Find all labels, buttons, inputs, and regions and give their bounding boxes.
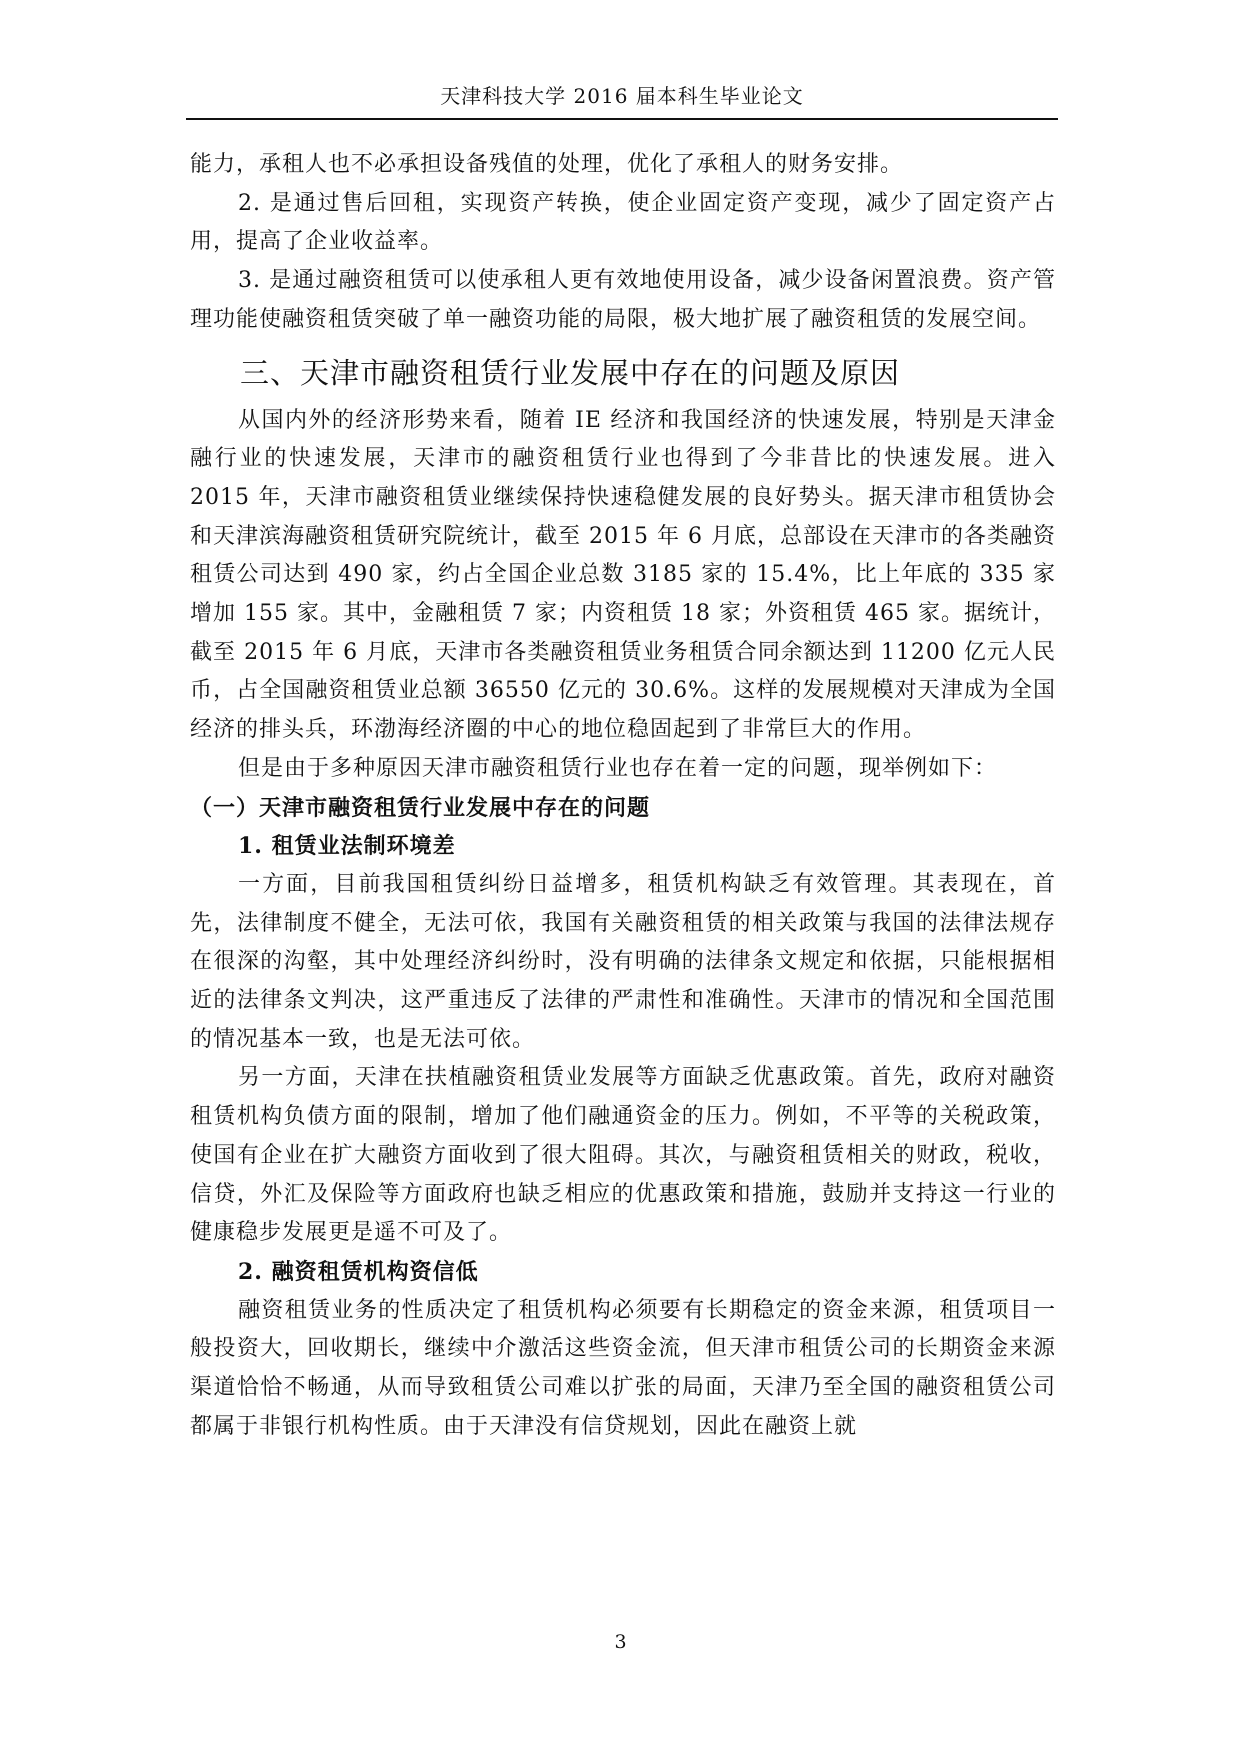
paragraph-legal-environment: 一方面，目前我国租赁纠纷日益增多，租赁机构缺乏有效管理。其表现在，首先，法律制度不健全，无法可依，我国有关融资租赁的相关政策与我国的法律法规存在很深的沟壑，其中处理经济纠纷时，没有明确的法律条文规定和依据，只能根据相近的法律条文判决，这严重违反了法律的严肃性和准确性。天津市的情况和全国范围的情况基本一致，也是无法可依。	[190, 871, 1056, 1052]
paragraph-policy: 另一方面，天津在扶植融资租赁业发展等方面缺乏优惠政策。首先，政府对融资租赁机构负债方面的限制，增加了他们融通资金的压力。例如，不平等的关税政策，使国有企业在扩大融资方面收到了很大阻碍。其次，与融资租赁相关的财政，税收，信贷，外汇及保险等方面政府也缺乏相应的优惠政策和措施，鼓励并支持这一行业的健康稳步发展更是遥不可及了。	[190, 1065, 1056, 1246]
paragraph-statistics: 从国内外的经济形势来看，随着 IE 经济和我国经济的快速发展，特别是天津金融行业的快速发展，天津市的融资租赁行业也得到了今非昔比的快速发展。进入 2015 年，天津市融资租赁业继续保持快速稳健发展的良好势头。据天津市租赁协会和天津滨海融资租赁研究院统计，截至 2015 年 6 月底，总部设在天津市的各类融资租赁公司达到 490 家，约占全国企业总数 3185 家的 15.4%，比上年底的 335 家增加 155 家。其中，金融租赁 7 家；内资租赁 18 家；外资租赁 465 家。据统计，截至 2015 年 6 月底，天津市各类融资租赁业务租赁合同余额达到 11200 亿元人民币，占全国融资租赁业总额 36550 亿元的 30.6%。这样的发展规模对天津成为全国经济的排头兵，环渤海经济圈的中心的地位稳固起到了非常巨大的作用。	[190, 407, 1056, 743]
paragraph-item-3: 3. 是通过融资租赁可以使承租人更有效地使用设备，减少设备闲置浪费。资产管理功能使融资租赁突破了单一融资功能的局限，极大地扩展了融资租赁的发展空间。	[190, 268, 1056, 332]
header-rule	[186, 118, 1058, 120]
section-heading: 三、天津市融资租赁行业发展中存在的问题及原因	[240, 355, 901, 390]
page-body	[190, 146, 1056, 1447]
paragraph-continuation: 能力，承租人也不必承担设备残值的处理，优化了承租人的财务安排。	[190, 152, 904, 177]
subsubsection-heading-2: 2. 融资租赁机构资信低	[238, 1258, 479, 1285]
paragraph-credit: 融资租赁业务的性质决定了租赁机构必须要有长期稳定的资金来源，租赁项目一般投资大，回收期长，继续中介激活这些资金流，但天津市租赁公司的长期资金来源渠道恰恰不畅通，从而导致租赁公司难以扩张的局面，天津乃至全国的融资租赁公司都属于非银行机构性质。由于天津没有信贷规划，因此在融资上就	[190, 1297, 1056, 1439]
subsection-heading: （一）天津市融资租赁行业发展中存在的问题	[190, 794, 651, 821]
paragraph-problems-intro: 但是由于多种原因天津市融资租赁行业也存在着一定的问题，现举例如下：	[238, 755, 998, 781]
running-header: 天津科技大学 2016 届本科生毕业论文	[440, 84, 804, 108]
subsubsection-heading-1: 1. 租赁业法制环境差	[238, 833, 456, 860]
page-number: 3	[614, 1631, 627, 1653]
paragraph-item-2: 2. 是通过售后回租，实现资产转换，使企业固定资产变现，减少了固定资产占用，提高了企业收益率。	[190, 190, 1056, 255]
